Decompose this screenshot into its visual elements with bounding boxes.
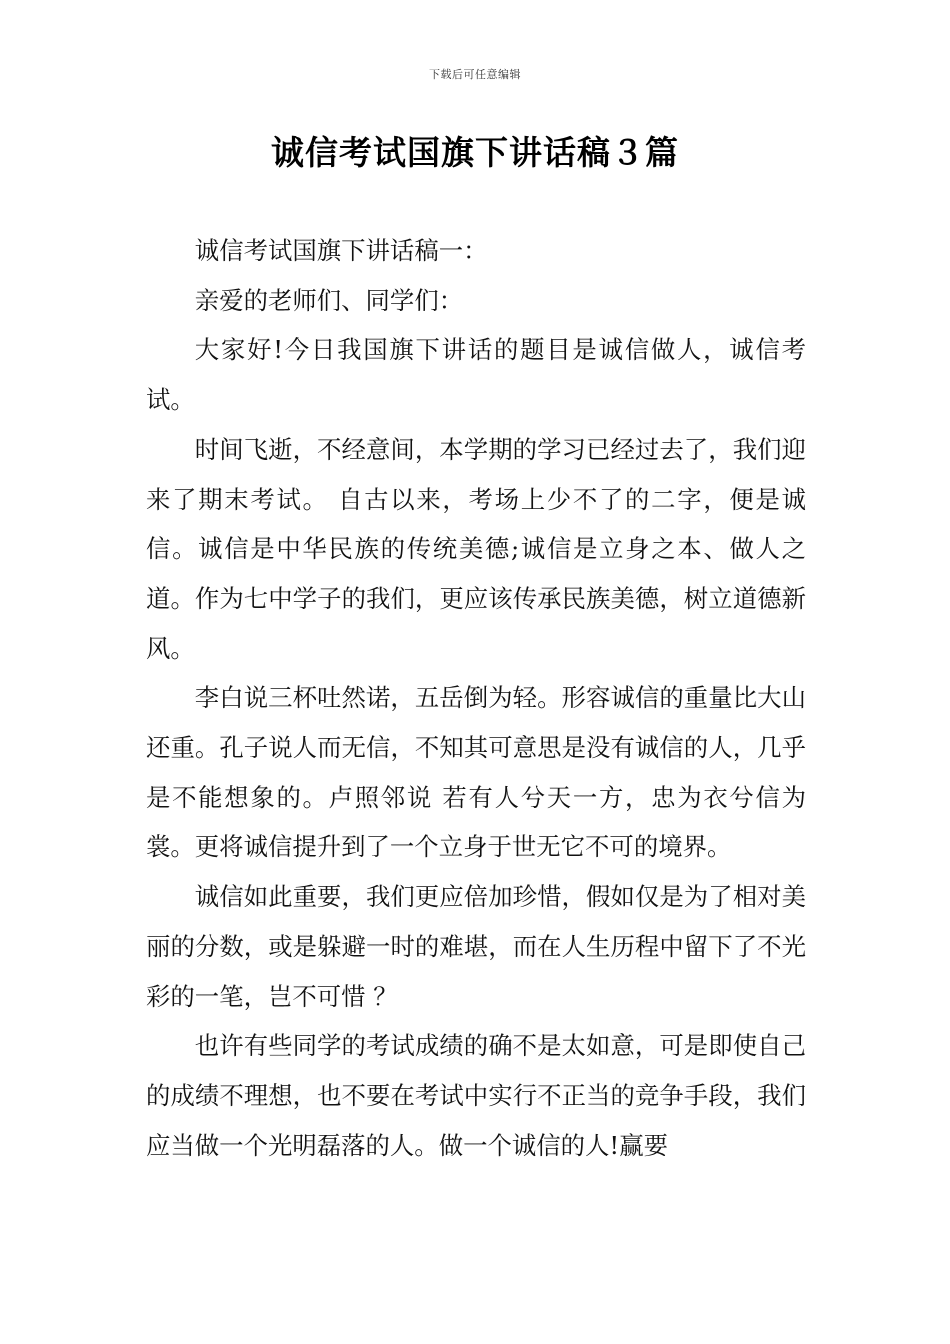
document-title: 诚信考试国旗下讲话稿３篇	[271, 133, 679, 172]
paragraph: 李白说三杯吐然诺，五岳倒为轻。形容诚信的重量比大山还重。孔子说人而无信，不知其可意思是没有诚信的人，几乎是不能想象的。卢照邻说 若有人兮天一方，忠为衣兮信为裳。更将诚信提升到了一个立身于世无它不可的境界。	[146, 683, 806, 862]
paragraph-salutation: 亲爱的老师们、同学们：	[194, 285, 464, 315]
document-body	[146, 226, 806, 1170]
paragraph: 诚信如此重要，我们更应倍加珍惜，假如仅是为了相对美丽的分数，或是躲避一时的难堪，而在人生历程中留下了不光彩的一笔，岂不可惜 ？	[146, 882, 806, 1011]
paragraph: 时间飞逝，不经意间，本学期的学习已经过去了，我们迎来了期末考试。 自古以来，考场上少不了的二字，便是诚信。诚信是中华民族的传统美德;诚信是立身之本、做人之道。作为七中学子的我们，更应该传承民族美德，树立道德新风。	[146, 434, 806, 663]
download-note: 下载后可任意编辑	[429, 68, 521, 81]
paragraph-subtitle: 诚信考试国旗下讲话稿一：	[194, 236, 488, 265]
paragraph: 大家好!今日我国旗下讲话的题目是诚信做人，诚信考试。	[146, 335, 806, 415]
paragraph: 也许有些同学的考试成绩的确不是太如意，可是即使自己的成绩不理想，也不要在考试中实行不正当的竞争手段，我们应当做一个光明磊落的人。做一个诚信的人!赢要	[146, 1031, 806, 1160]
